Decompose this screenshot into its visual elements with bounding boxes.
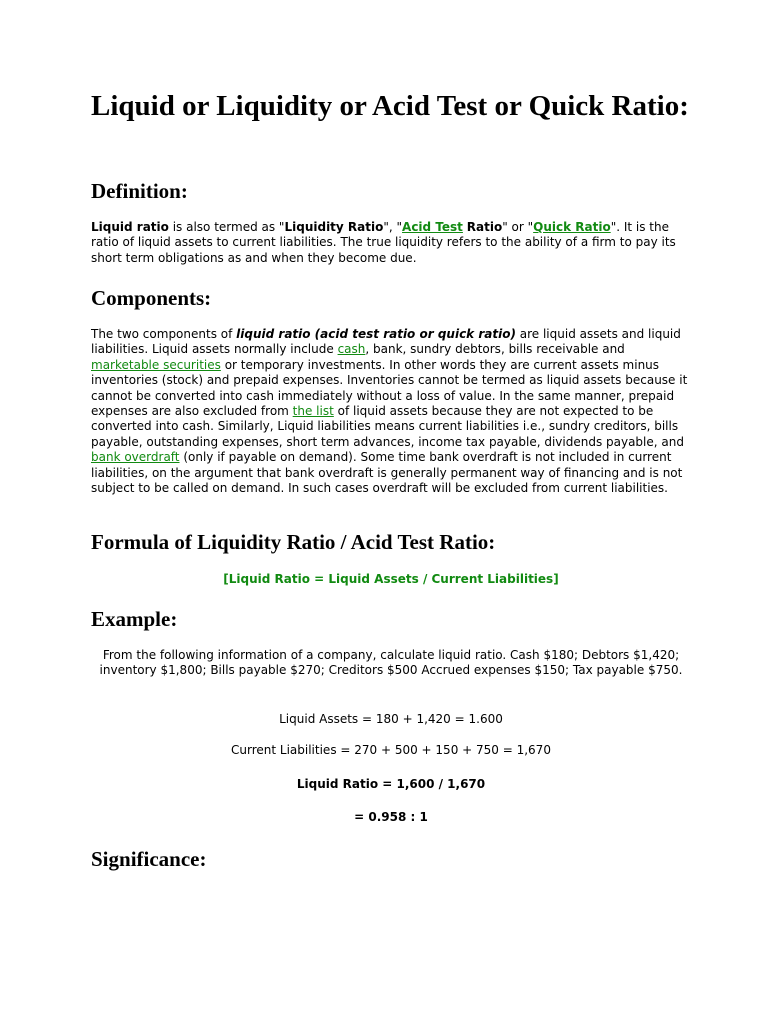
term-liquid-ratio: Liquid ratio xyxy=(91,220,169,234)
components-text-4: or temporary investments. In other words they are current assets minus inventories (stock) and prepaid expenses. Inventories cannot be termed as liquid assets because it cannot be converted into cash immediately without a loss of value. In the same manner, prepaid expenses are also excluded from xyxy=(91,357,688,419)
components-text-6: (only if payable on demand). Some time bank overdraft is not included in current liabilities, on the argument that bank overdraft is generally permanent way of financing and is not subject to be called on demand. In such cases overdraft will be excluded from current liabilities. xyxy=(91,450,683,496)
liquid-ratio-line xyxy=(91,777,691,792)
components-text-5: of liquid assets because they are not expected to be converted into cash. Similarly, Liquid liabilities means current liabilities i.e., sundry creditors, bills payable, outstanding expenses, short term advances, income tax payable, dividends payable, and xyxy=(91,404,684,449)
definition-text-5: ". It is the ratio of liquid assets to current liabilities. The true liquidity refers to the ability of a firm to pay its short term obligations as and when they become due. xyxy=(91,220,676,265)
liquid-ratio-text: Liquid Ratio = 1,600 / 1,670 xyxy=(296,777,486,791)
marketable-securities-link[interactable]: marketable securities xyxy=(91,357,221,372)
definition-text-4: " or " xyxy=(502,220,534,234)
formula-line xyxy=(91,572,691,587)
components-text-3: , bank, sundry debtors, bills receivable and xyxy=(365,342,625,357)
cash-link[interactable]: cash xyxy=(337,342,366,357)
term-ratio: Ratio xyxy=(466,220,503,234)
example-heading: Example: xyxy=(91,607,178,631)
the-list-link[interactable]: the list xyxy=(292,404,334,419)
bank-overdraft-link[interactable]: bank overdraft xyxy=(91,450,180,465)
components-heading: Components: xyxy=(91,286,212,310)
definition-text-2: ", " xyxy=(383,220,403,234)
liquid-assets-line: Liquid Assets = 180 + 1,420 = 1.600 xyxy=(279,712,503,726)
formula-heading: Formula of Liquidity Ratio / Acid Test Ratio: xyxy=(91,530,496,554)
components-emphasis: liquid ratio (acid test ratio or quick ratio) xyxy=(236,327,516,341)
components-text-2: are liquid assets and liquid liabilities. Liquid assets normally include xyxy=(91,327,681,357)
definition-heading: Definition: xyxy=(91,179,188,203)
acid-test-link[interactable]: Acid Test xyxy=(402,220,463,234)
term-liquidity-ratio: Liquidity Ratio xyxy=(284,220,384,234)
significance-heading: Significance: xyxy=(91,847,207,871)
components-text-1: The two components of xyxy=(91,327,237,341)
components-paragraph xyxy=(91,327,691,496)
page-title: Liquid or Liquidity or Acid Test or Quick Ratio: xyxy=(91,90,689,122)
formula-text: [Liquid Ratio = Liquid Assets / Current Liabilities] xyxy=(223,572,559,586)
result-line xyxy=(91,810,691,825)
definition-paragraph xyxy=(91,220,691,266)
definition-text-1: is also termed as " xyxy=(168,220,285,234)
quick-ratio-link[interactable]: Quick Ratio xyxy=(533,220,611,234)
result-text: = 0.958 : 1 xyxy=(354,810,428,824)
current-liabilities-line: Current Liabilities = 270 + 500 + 150 + 750 = 1,670 xyxy=(231,743,551,757)
example-intro: From the following information of a company, calculate liquid ratio. Cash $180; Debtors $1,420; inventory $1,800; Bills payable $270; Creditors $500 Accrued expenses $150; Tax payable $750. xyxy=(99,648,683,678)
